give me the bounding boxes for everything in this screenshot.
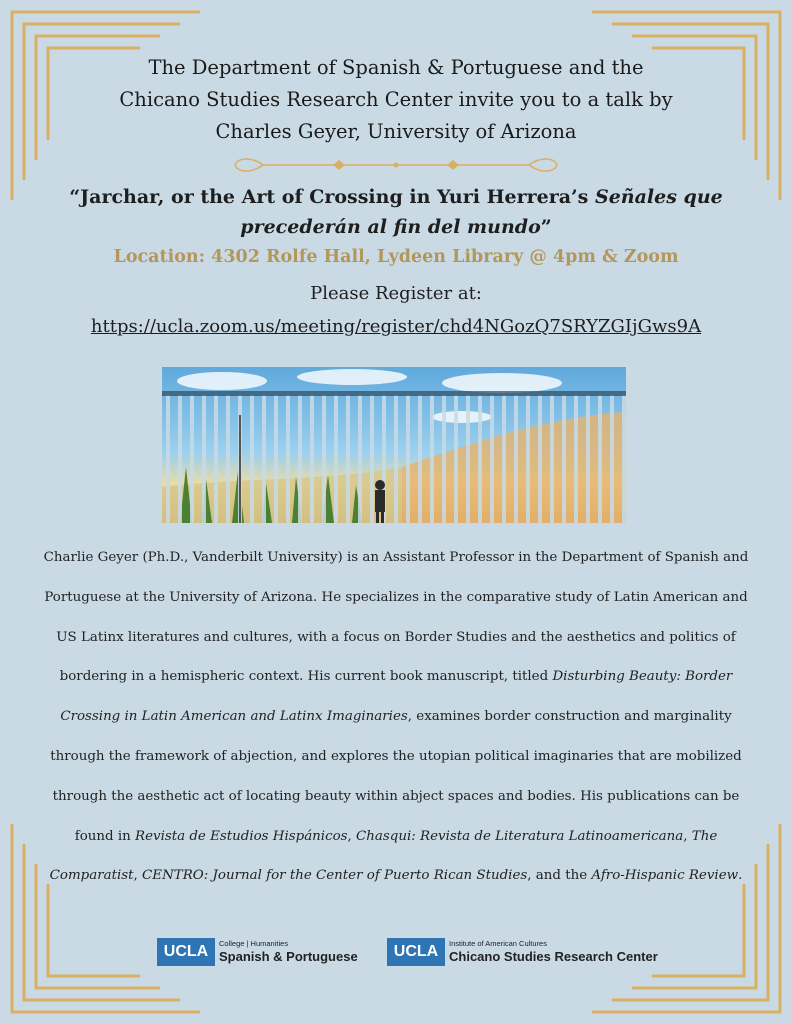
talk-title-suffix: ” (540, 216, 552, 238)
talk-title-prefix: “Jarchar, or the Art of Crossing in Yuri Herrera’s (69, 186, 595, 208)
bio-publication-2: Chasqui: Revista de Literatura Latinoamericana (356, 828, 684, 844)
bio-end: . (738, 868, 743, 884)
talk-title (22, 182, 770, 242)
register-label: Please Register at: (310, 283, 482, 304)
bio-separator-4: , and the (527, 868, 592, 884)
ucla-wordmark-right: UCLA (387, 938, 445, 966)
bio-publication-5: Afro-Hispanic Review (591, 868, 739, 884)
right-logo-subtitle: Institute of American Cultures (449, 939, 547, 948)
header-line-3: Charles Geyer, University of Arizona (215, 120, 577, 143)
bio-book-title: Disturbing Beauty: Border Crossing in Latin American and Latinx Imaginaries (60, 669, 733, 725)
right-logo-title: Chicano Studies Research Center (449, 949, 658, 964)
gold-flourish-divider-icon (233, 152, 559, 178)
bio-publication-1: Revista de Estudios Hispánicos (135, 828, 348, 844)
ucla-chicano-studies-logo (387, 938, 667, 968)
ucla-spanish-portuguese-logo (157, 938, 367, 968)
left-logo-subtitle: College | Humanities (219, 939, 289, 948)
header-line-2: Chicano Studies Research Center invite you to a talk by (119, 88, 673, 111)
bio-publication-3: The Comparatist (49, 828, 718, 884)
border-wall-mural-photo (162, 367, 626, 523)
speaker-bio (40, 538, 752, 896)
bio-separator-1: , (347, 828, 357, 844)
register-link[interactable]: https://ucla.zoom.us/meeting/register/chd4NGozQ7SRYZGIjGws9A (90, 316, 702, 337)
ucla-wordmark-left: UCLA (157, 938, 215, 966)
bio-separator-3: , (133, 868, 143, 884)
talk-title-book: Señales que precederán al fin del mundo (240, 186, 723, 238)
bio-text-1: Charlie Geyer (Ph.D., Vanderbilt University) is an Assistant Professor in the Department of Spanish and Portuguese at the University of Arizona. He specializes in the comparative study of Latin American and US Latinx literatures and cultures, with a focus on Border Studies and the aesthetics and politics of bordering in a hemispheric context. His current book manuscript, titled (43, 550, 749, 685)
bio-text-2: , examines border construction and marginality through the framework of abjection, and explores the utopian political imaginaries that are mobilized through the aesthetic act of locating beauty within abject spaces and bodies. His publications can be found in (50, 709, 742, 844)
bio-separator-2: , (683, 828, 692, 844)
invitation-header (0, 52, 792, 148)
bio-publication-4: CENTRO: Journal for the Center of Puerto Rican Studies (142, 868, 528, 884)
header-line-1: The Department of Spanish & Portuguese and the (148, 56, 644, 79)
left-logo-title: Spanish & Portuguese (219, 949, 358, 964)
event-location: Location: 4302 Rolfe Hall, Lydeen Library @ 4pm & Zoom (113, 247, 679, 267)
